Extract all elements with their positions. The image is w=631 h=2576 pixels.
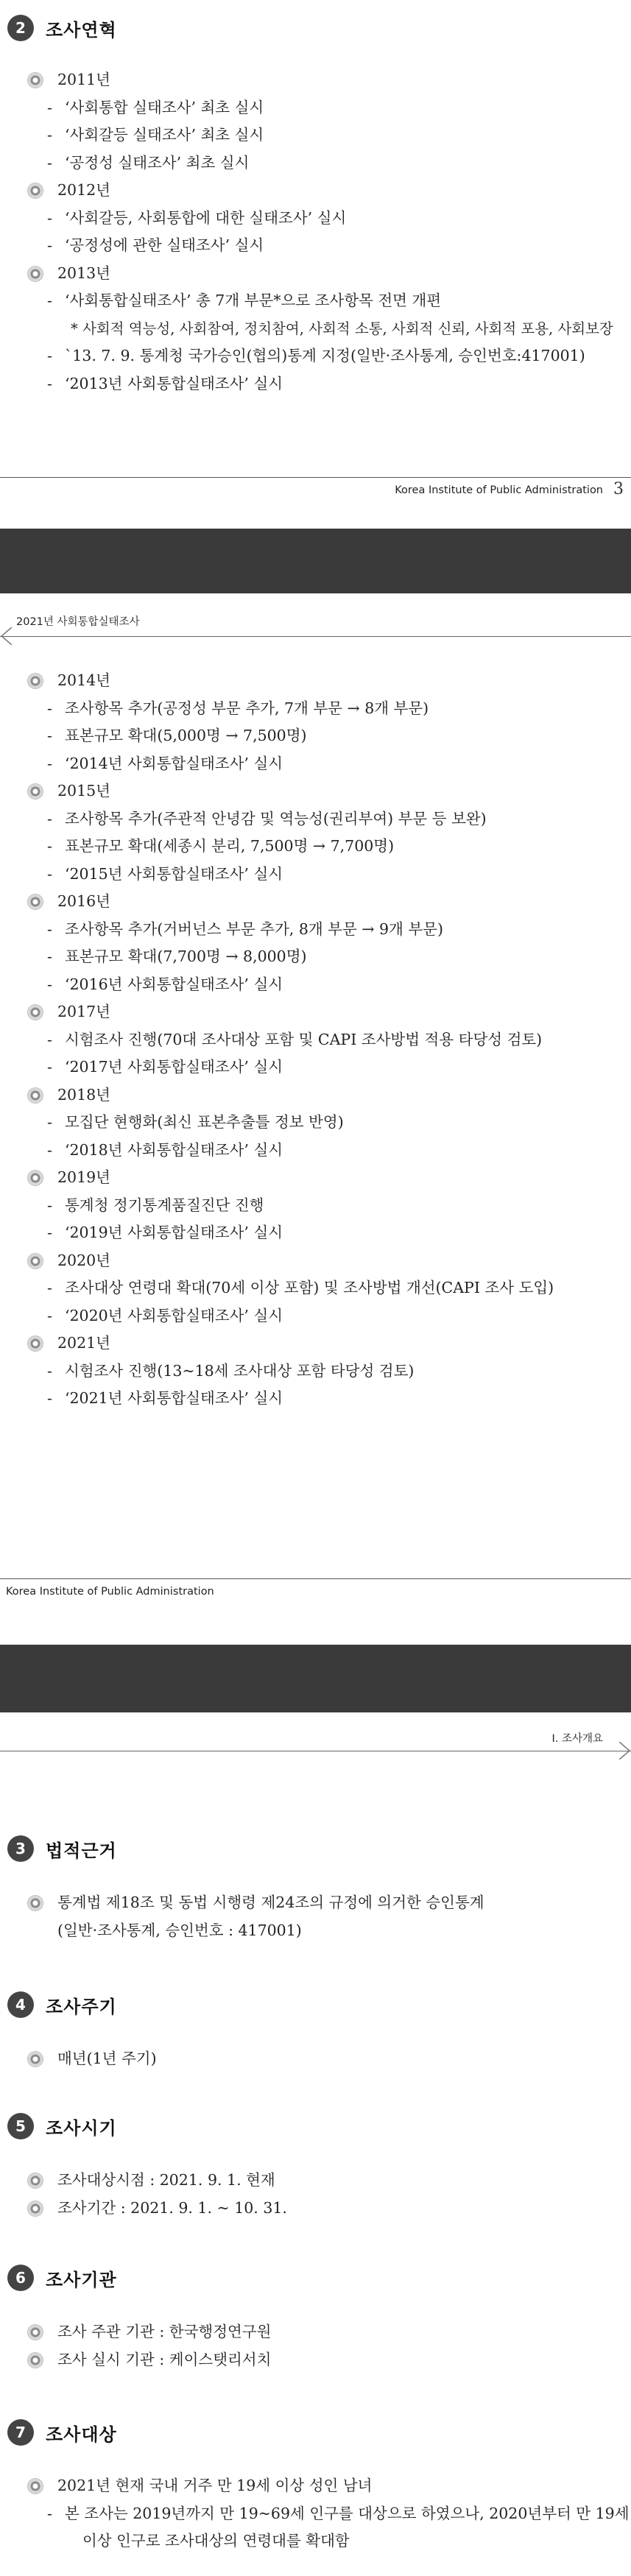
section-heading-cycle	[7, 1990, 117, 2019]
cycle-list	[27, 2045, 616, 2073]
list-item: (일반·조사통계, 승인번호 : 417001)	[57, 1921, 302, 1939]
list-note-item: * 사회적 역능성, 사회참여, 정치참여, 사회적 소통, 사회적 신뢰, 사회적 포용, 사회보장	[27, 315, 616, 343]
page-corner-decoration	[619, 1742, 631, 1760]
section-number: 4	[7, 1991, 34, 2018]
list-item: - ‘2017년 사회통합실태조사’ 실시	[27, 1054, 616, 1081]
list-bullet-item: 조사기간 : 2021. 9. 1. ~ 10. 31.	[27, 2195, 616, 2223]
list-item: - ‘2013년 사회통합실태조사’ 실시	[27, 370, 616, 398]
list-bullet-item: 매년(1년 주기)	[27, 2045, 616, 2073]
list-bullet-item: 2015년	[27, 777, 616, 805]
list-item: - 모집단 현행화(최신 표본추출틀 정보 반영)	[27, 1109, 616, 1137]
list-item: - ‘사회갈등 실태조사’ 최초 실시	[27, 121, 616, 149]
list-item: - 조사항목 추가(주관적 안녕감 및 역능성(권리부여) 부문 등 보완)	[27, 805, 616, 833]
list-item: - 통계청 정기통계품질진단 진행	[27, 1192, 616, 1220]
list-item: - ‘사회갈등, 사회통합에 대한 실태조사’ 실시	[27, 205, 616, 233]
list-bullet-item: 조사대상시점 : 2021. 9. 1. 현재	[27, 2167, 616, 2195]
list-item: - 표본규모 확대(5,000명 → 7,500명)	[27, 722, 616, 750]
section-title: 조사대상	[46, 2424, 117, 2445]
section-number: 2	[7, 15, 34, 41]
history-list	[27, 66, 616, 398]
list-item: - ‘2021년 사회통합실태조사’ 실시	[27, 1385, 616, 1413]
list-item: - 시험조사 진행(70대 조사대상 포함 및 CAPI 조사방법 적용 타당성 검토)	[27, 1026, 616, 1054]
page-number: 3	[613, 480, 624, 498]
page-2	[0, 593, 631, 1645]
list-bullet-item: 2013년	[27, 260, 616, 288]
header-rule	[0, 636, 631, 637]
list-item: - ‘사회통합실태조사’ 총 7개 부문*으로 조사항목 전면 개편	[27, 287, 616, 315]
legal-basis-list	[27, 1889, 616, 1944]
section-heading-timing	[7, 2111, 117, 2141]
section-heading-history	[7, 13, 117, 43]
list-item: - ‘2018년 사회통합실태조사’ 실시	[27, 1137, 616, 1165]
list-item: - 조사항목 추가(공정성 부문 추가, 7개 부문 → 8개 부문)	[27, 695, 616, 723]
footer-institute: Korea Institute of Public Administration	[6, 1586, 214, 1598]
section-title: 조사기관	[46, 2269, 117, 2290]
section-title: 조사연혁	[46, 19, 117, 40]
section-number: 3	[7, 1835, 34, 1862]
list-item: 이상 인구로 조사대상의 연령대를 확대함	[82, 2532, 350, 2549]
list-item: - ‘사회통합 실태조사’ 최초 실시	[27, 94, 616, 122]
section-heading-target	[7, 2418, 117, 2447]
page-1	[0, 0, 631, 529]
list-bullet-item: 2014년	[27, 667, 616, 695]
section-heading-legal-basis	[7, 1834, 117, 1863]
page-corner-decoration	[0, 627, 12, 645]
chapter-header: Ⅰ. 조사개요	[551, 1733, 603, 1745]
header-title: 2021년 사회통합실태조사	[16, 616, 140, 628]
history-list-continued	[27, 667, 616, 1413]
timing-list	[27, 2167, 616, 2222]
footer-rule	[0, 1578, 631, 1579]
list-item: - ‘2014년 사회통합실태조사’ 실시	[27, 750, 616, 778]
section-heading-agency	[7, 2263, 117, 2293]
list-bullet-item: 조사 주관 기관 : 한국행정연구원	[27, 2318, 616, 2346]
list-item: - 조사대상 연령대 확대(70세 이상 포함) 및 조사방법 개선(CAPI 조사 도입)	[27, 1274, 616, 1302]
list-item: - 조사항목 추가(거버넌스 부문 추가, 8개 부문 → 9개 부문)	[27, 916, 616, 944]
section-title: 조사주기	[46, 1996, 117, 2017]
list-item: - ‘공정성에 관한 실태조사’ 실시	[27, 232, 616, 260]
list-bullet-item: 2016년	[27, 888, 616, 916]
agency-list	[27, 2318, 616, 2374]
list-bullet-item: 조사 실시 기관 : 케이스탯리서치	[27, 2346, 616, 2374]
list-item: - ‘2019년 사회통합실태조사’ 실시	[27, 1219, 616, 1247]
page-3	[0, 1712, 631, 2576]
list-item: - `13. 7. 9. 통계청 국가승인(협의)통계 지정(일반·조사통계, 승인번호:417001)	[27, 342, 616, 370]
list-bullet-item: 2018년	[27, 1081, 616, 1109]
list-bullet-item: 2021년	[27, 1330, 616, 1358]
list-bullet-item: 2021년 현재 국내 거주 만 19세 이상 성인 남녀	[27, 2472, 616, 2500]
target-list	[27, 2472, 630, 2555]
list-bullet-item: 2020년	[27, 1247, 616, 1275]
section-number: 5	[7, 2113, 34, 2139]
list-item: - 본 조사는 2019년까지 만 19~69세 인구를 대상으로 하였으나, 2020년부터 만 19세	[27, 2500, 616, 2528]
list-item: - ‘2015년 사회통합실태조사’ 실시	[27, 861, 616, 889]
list-item: - ‘공정성 실태조사’ 최초 실시	[27, 149, 616, 177]
list-bullet-item: 통계법 제18조 및 동법 시행령 제24조의 규정에 의거한 승인통계	[27, 1889, 616, 1917]
list-bullet-item: 2019년	[27, 1164, 616, 1192]
list-bullet-item: 2011년	[27, 66, 616, 94]
section-title: 법적근거	[46, 1840, 117, 1861]
list-item: - ‘2016년 사회통합실태조사’ 실시	[27, 971, 616, 999]
list-item: - 시험조사 진행(13~18세 조사대상 포함 타당성 검토)	[27, 1358, 616, 1386]
section-number: 6	[7, 2265, 34, 2291]
list-item: - 표본규모 확대(세종시 분리, 7,500명 → 7,700명)	[27, 833, 616, 861]
section-title: 조사시기	[46, 2117, 117, 2139]
list-bullet-item: 2017년	[27, 998, 616, 1026]
list-item: - ‘2020년 사회통합실태조사’ 실시	[27, 1302, 616, 1330]
footer-institute: Korea Institute of Public Administration	[395, 484, 603, 496]
list-item: - 표본규모 확대(7,700명 → 8,000명)	[27, 943, 616, 971]
section-number: 7	[7, 2419, 34, 2446]
footer-rule	[0, 477, 631, 478]
list-bullet-item: 2012년	[27, 177, 616, 205]
